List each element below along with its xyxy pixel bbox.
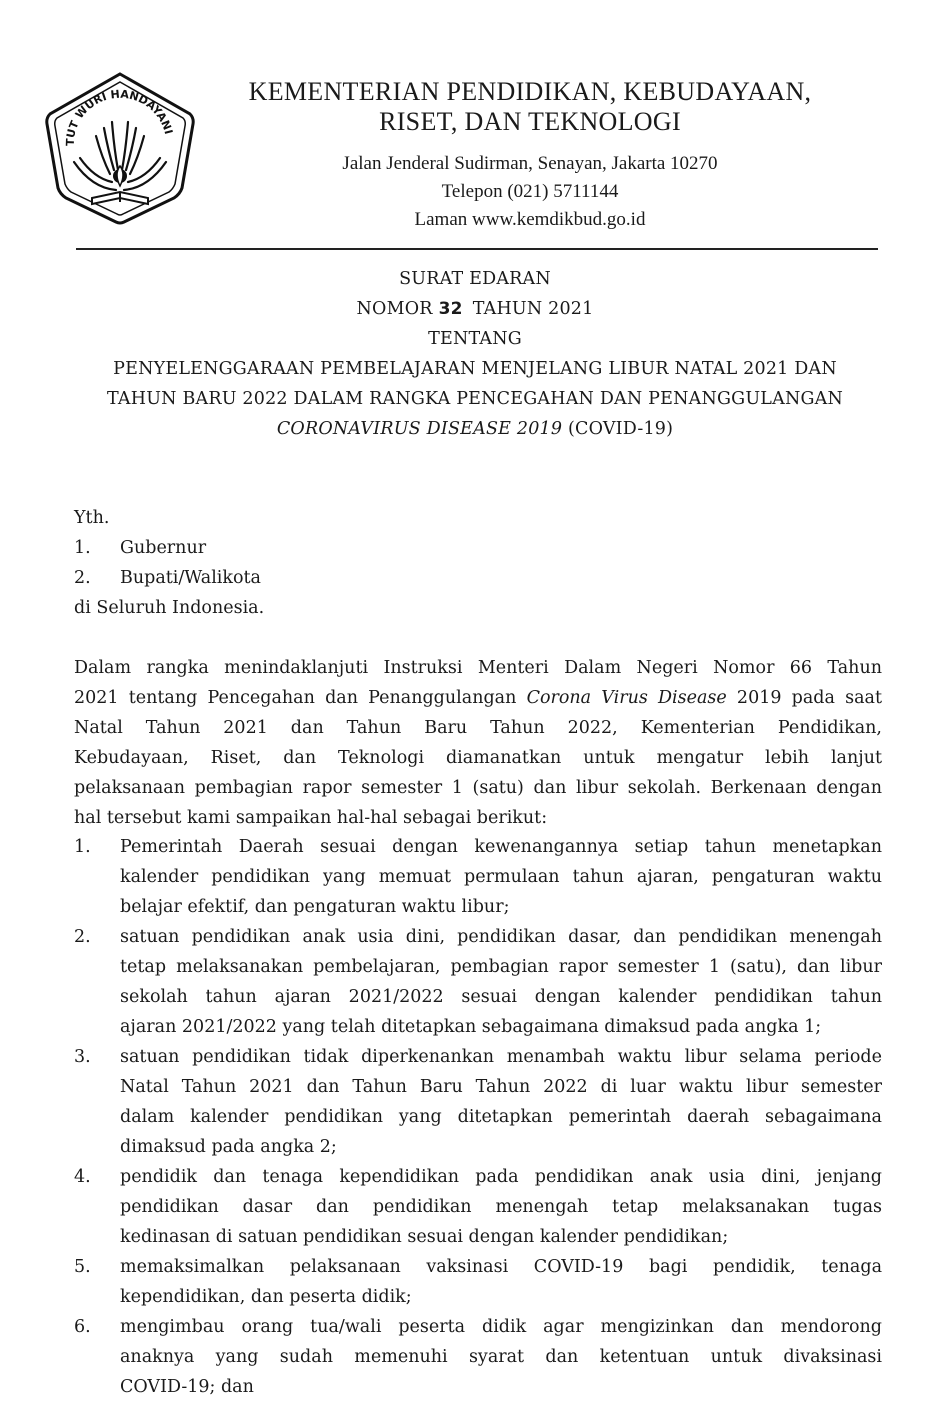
document-number: 32 — [438, 299, 463, 319]
document-title-block — [60, 264, 890, 444]
intro-paragraph — [74, 653, 882, 833]
list-item — [74, 1312, 882, 1402]
point-number: 5. — [74, 1257, 91, 1277]
tut-wuri-handayani-logo-icon — [44, 70, 196, 226]
document-about: TENTANG — [428, 329, 522, 349]
recipient-location: di Seluruh Indonesia. — [74, 598, 265, 618]
list-item — [74, 832, 882, 922]
point-text — [120, 1252, 882, 1312]
point-text — [120, 832, 882, 922]
point-text — [120, 1162, 882, 1252]
ministry-address: Jalan Jenderal Sudirman, Senayan, Jakarta 10270 — [342, 153, 718, 174]
point-text — [120, 1312, 882, 1402]
point-line: belajar efektif, dan pengaturan waktu libur; — [120, 897, 510, 917]
point-line: kependidikan, dan peserta didik; — [120, 1287, 412, 1307]
point-line: Natal Tahun 2021 dan Tahun Baru Tahun 2022 di luar waktu libur semester — [120, 1077, 882, 1097]
point-line: pendidikan dasar dan pendidikan menengah tetap melaksanakan tugas — [120, 1197, 882, 1217]
point-line: kedinasan di satuan pendidikan sesuai dengan kalender pendidikan; — [120, 1227, 729, 1247]
number-year: TAHUN 2021 — [472, 299, 594, 319]
salutation: Yth. — [74, 508, 110, 528]
recipient-item — [74, 533, 874, 563]
recipient-text: Bupati/Walikota — [120, 568, 261, 588]
points-list — [74, 832, 882, 1402]
point-number: 6. — [74, 1317, 91, 1337]
point-number: 1. — [74, 837, 91, 857]
point-line: satuan pendidikan anak usia dini, pendidikan dasar, dan pendidikan menengah — [120, 927, 882, 947]
point-line: memaksimalkan pelaksanaan vaksinasi COVID-19 bagi pendidik, tenaga — [120, 1257, 882, 1277]
intro-line2-italic: Corona Virus Disease — [526, 688, 727, 708]
point-line: dalam kalender pendidikan yang ditetapkan pemerintah daerah sebagaimana — [120, 1107, 882, 1127]
subject-covid-abbrev: (COVID-19) — [562, 419, 674, 439]
point-line: mengimbau orang tua/wali peserta didik agar mengizinkan dan mendorong — [120, 1317, 882, 1337]
ministry-name-line1: KEMENTERIAN PENDIDIKAN, KEBUDAYAAN, — [248, 77, 812, 106]
intro-line: Kebudayaan, Riset, dan Teknologi diamanatkan untuk mengatur lebih lanjut — [74, 748, 882, 768]
list-item — [74, 1042, 882, 1162]
list-item — [74, 1162, 882, 1252]
document-subject-line1: PENYELENGGARAAN PEMBELAJARAN MENJELANG LIBUR NATAL 2021 DAN — [113, 359, 837, 379]
recipient-number: 1. — [74, 538, 91, 558]
recipient-number: 2. — [74, 568, 91, 588]
letterhead — [0, 0, 940, 260]
point-line: ajaran 2021/2022 yang telah ditetapkan sebagaimana dimaksud pada angka 1; — [120, 1017, 822, 1037]
list-item — [74, 922, 882, 1042]
intro-line: Dalam rangka menindaklanjuti Instruksi Menteri Dalam Negeri Nomor 66 Tahun — [74, 658, 882, 678]
ministry-phone: Telepon (021) 5711144 — [441, 181, 619, 202]
document-subject-line2: TAHUN BARU 2022 DALAM RANGKA PENCEGAHAN DAN PENANGGULANGAN — [107, 389, 843, 409]
ministry-name-line2: RISET, DAN TEKNOLOGI — [379, 107, 681, 136]
document-type: SURAT EDARAN — [399, 269, 551, 289]
number-prefix: NOMOR — [356, 299, 433, 319]
point-line: pendidik dan tenaga kependidikan pada pendidikan anak usia dini, jenjang — [120, 1167, 882, 1187]
point-line: tetap melaksanakan pembelajaran, pembagian rapor semester 1 (satu), dan libur — [120, 957, 882, 977]
point-number: 3. — [74, 1047, 91, 1067]
point-number: 2. — [74, 927, 91, 947]
intro-line2-pre: 2021 tentang Pencegahan dan Penanggulangan — [74, 688, 527, 708]
intro-line: Natal Tahun 2021 dan Tahun Baru Tahun 2022, Kementerian Pendidikan, — [74, 718, 882, 738]
recipient-item — [74, 563, 874, 593]
point-line: anaknya yang sudah memenuhi syarat dan ketentuan untuk divaksinasi — [120, 1347, 882, 1367]
point-line: dimaksud pada angka 2; — [120, 1137, 337, 1157]
intro-line: pelaksanaan pembagian rapor semester 1 (satu) dan libur sekolah. Berkenaan dengan — [74, 778, 882, 798]
point-line: satuan pendidikan tidak diperkenankan menambah waktu libur selama periode — [120, 1047, 882, 1067]
letterhead-divider — [76, 248, 878, 250]
point-text — [120, 1042, 882, 1162]
svg-text:TUT WURI HANDAYANI: TUT WURI HANDAYANI — [63, 87, 176, 147]
ministry-website: Laman www.kemdikbud.go.id — [414, 209, 646, 230]
point-line: Pemerintah Daerah sesuai dengan kewenangannya setiap tahun menetapkan — [120, 837, 882, 857]
intro-line2-post: 2019 pada saat — [726, 688, 882, 708]
point-number: 4. — [74, 1167, 91, 1187]
subject-italic-term: CORONAVIRUS DISEASE 2019 — [276, 419, 563, 439]
point-line: kalender pendidikan yang memuat permulaan tahun ajaran, pengaturan waktu — [120, 867, 882, 887]
point-line: COVID-19; dan — [120, 1377, 254, 1397]
list-item — [74, 1252, 882, 1312]
document-subject-line3 — [60, 414, 890, 444]
intro-line: hal tersebut kami sampaikan hal-hal sebagai berikut: — [74, 808, 548, 828]
recipients-block — [74, 503, 874, 623]
intro-line — [74, 683, 882, 713]
document-number-line — [60, 294, 890, 324]
recipient-text: Gubernur — [120, 538, 207, 558]
point-text — [120, 922, 882, 1042]
point-line: sekolah tahun ajaran 2021/2022 sesuai dengan kalender pendidikan tahun — [120, 987, 882, 1007]
